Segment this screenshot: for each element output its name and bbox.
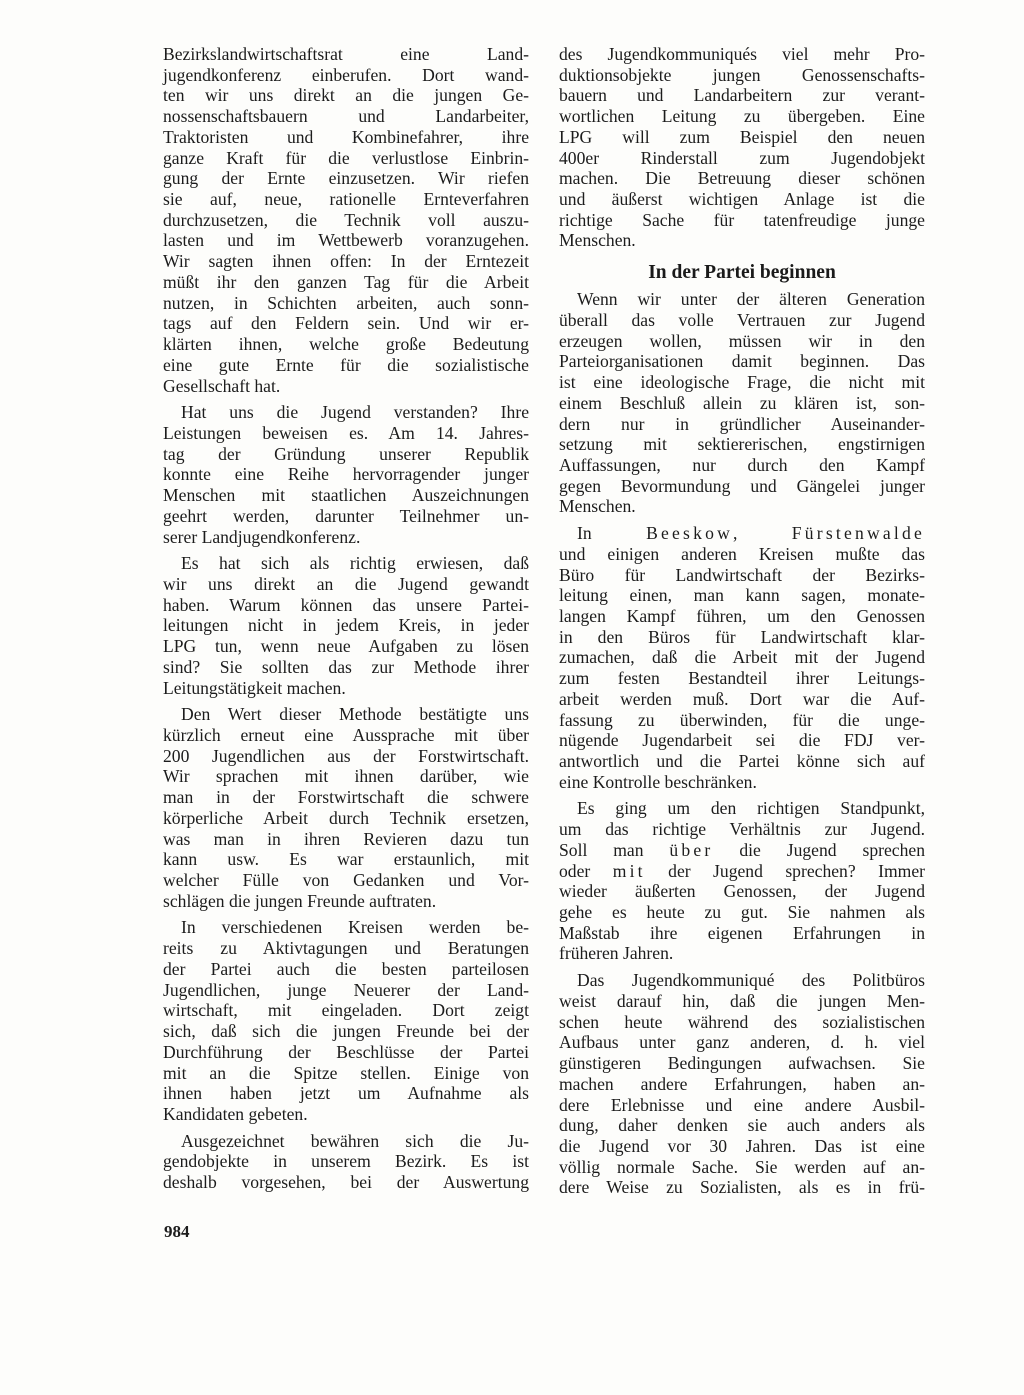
text-line: schlägen die jungen Freunde auftraten. xyxy=(163,890,437,911)
text-line: und äußerst wichtigen Anlage ist die xyxy=(559,189,925,210)
text-line: dern nur in gründlicher Auseinander- xyxy=(559,413,925,434)
text-line: ganze Kraft für die verlustlose Einbrin- xyxy=(163,147,529,168)
text-line: deshalb vorgesehen, bei der Auswertung xyxy=(163,1172,529,1193)
spaced-emphasis: Fürstenwalde xyxy=(791,523,925,544)
text-line: Hat uns die Jugend verstanden? Ihre xyxy=(181,402,529,423)
text-line: Büro für Landwirtschaft der Bezirks- xyxy=(559,564,925,585)
text-line: nossenschaftsbauern und Landarbeiter, xyxy=(163,106,529,127)
text-line: setzung mit sektiererischen, engstirnigen xyxy=(559,434,925,455)
text-line: günstigeren Bedingungen aufwachsen. Sie xyxy=(559,1053,925,1074)
text-line: tags auf den Feldern sein. Und wir er- xyxy=(163,313,529,334)
text-line: Gesellschaft hat. xyxy=(163,375,281,396)
paragraph xyxy=(163,704,529,911)
text-line: gung der Ernte einzusetzen. Wir riefen xyxy=(163,168,529,189)
text-line: bauern und Landarbeitern zur verant- xyxy=(559,85,925,106)
text-line: erzeugen wollen, müssen wir in den xyxy=(559,330,925,351)
text-line: ten wir uns direkt an die jungen Ge- xyxy=(163,85,529,106)
paragraph xyxy=(163,553,529,698)
text-run: Soll man xyxy=(559,839,670,860)
text-run: In xyxy=(577,523,647,544)
text-line: langen Kampf führen, um den Genossen xyxy=(559,605,925,626)
text-line: einem Beschluß allein zu klären ist, son- xyxy=(559,392,925,413)
text-line: wieder äußerten Genossen, der Jugend xyxy=(559,881,925,902)
text-line: Traktoristen und Kombinefahrer, ihre xyxy=(163,126,529,147)
paragraph xyxy=(559,798,925,964)
text-line: ihnen haben jetzt um Aufnahme als xyxy=(163,1083,529,1104)
text-line xyxy=(559,840,925,861)
right-text-column xyxy=(559,44,925,1204)
text-line: 400er Rinderstall zum Jugendobjekt xyxy=(559,147,925,168)
text-line: Wenn wir unter der älteren Generation xyxy=(577,289,925,310)
text-line: sich, daß sich die jungen Freunde bei der xyxy=(163,1021,529,1042)
text-run: die Jugend sprechen xyxy=(713,839,925,860)
text-line: eine gute Ernte für die sozialistische xyxy=(163,354,529,375)
paragraph xyxy=(559,523,925,792)
spaced-emphasis: mit xyxy=(612,860,646,881)
text-line: Den Wert dieser Methode bestätigte uns xyxy=(181,704,529,725)
text-line: früheren Jahren. xyxy=(559,943,674,964)
text-line: wortlichen Leitung zu übergeben. Eine xyxy=(559,106,925,127)
text-line: wir uns direkt an die Jugend gewandt xyxy=(163,573,529,594)
text-line: sie auf, neue, rationelle Ernteverfahren xyxy=(163,189,529,210)
text-line: wirtschaft, mit eingeladen. Dort zeigt xyxy=(163,1000,529,1021)
text-line: dere Erlebnisse und eine andere Ausbil- xyxy=(559,1094,925,1115)
text-line: gegen Bevormundung und Gängelei junger xyxy=(559,475,925,496)
text-line: konnte eine Reihe hervorragender junger xyxy=(163,464,529,485)
text-line: Parteiorganisationen damit beginnen. Das xyxy=(559,351,925,372)
text-run: , xyxy=(732,523,792,544)
text-line: machen. Die Betreuung dieser schönen xyxy=(559,168,925,189)
page-number: 984 xyxy=(164,1222,190,1241)
text-line: gendobjekte in unserem Bezirk. Es ist xyxy=(163,1151,529,1172)
text-line: leitungen nicht in jedem Kreis, in jeder xyxy=(163,615,529,636)
text-line: um das richtige Verhältnis zur Jugend. xyxy=(559,819,925,840)
text-line: Auffassungen, nur durch den Kampf xyxy=(559,454,925,475)
text-line: des Jugendkommuniqués viel mehr Pro- xyxy=(559,44,925,64)
text-line: jugendkonferenz einberufen. Dort wand- xyxy=(163,64,529,85)
text-line: müßt ihr den ganzen Tag für die Arbeit xyxy=(163,271,529,292)
text-line: mit an die Spitze stellen. Einige von xyxy=(163,1062,529,1083)
text-line: zum festen Bestandteil ihrer Leitungs- xyxy=(559,668,925,689)
text-line: fassung zu überwinden, für die unge- xyxy=(559,709,925,730)
text-line: antwortlich und die Partei könne sich auf xyxy=(559,751,925,771)
text-line: reits zu Aktivtagungen und Beratungen xyxy=(163,938,529,959)
text-line: nügende Jugendarbeit sei die FDJ ver- xyxy=(559,730,925,751)
text-line: 200 Jugendlichen aus der Forstwirtschaft. xyxy=(163,745,529,766)
text-line: Leitungstätigkeit machen. xyxy=(163,677,346,698)
text-line: Kandidaten gebeten. xyxy=(163,1103,308,1124)
spaced-emphasis: Beeskow xyxy=(646,523,733,544)
text-line: körperliche Arbeit durch Technik ersetzen, xyxy=(163,807,529,828)
text-line: Ausgezeichnet bewähren sich die Ju- xyxy=(181,1130,529,1151)
text-line: Menschen. xyxy=(559,496,636,517)
text-run: der Jugend sprechen? Immer xyxy=(645,860,925,881)
text-line: leitung einen, man kann sagen, monate- xyxy=(559,585,925,606)
text-line: Maßstab ihre eigenen Erfahrungen in xyxy=(559,922,925,943)
text-line: arbeit werden muß. Dort war die Auf- xyxy=(559,688,925,709)
text-line: völlig normale Sache. Sie werden auf an- xyxy=(559,1156,925,1177)
text-line: dere Weise zu Sozialisten, als es in frü- xyxy=(559,1177,925,1198)
text-line xyxy=(559,523,925,544)
text-line: kürzlich erneut eine Aussprache mit über xyxy=(163,725,529,745)
text-line: Aufbaus unter ganz anderen, d. h. viel xyxy=(559,1032,925,1053)
text-line: Es hat sich als richtig erwiesen, daß xyxy=(181,553,529,574)
text-line: eine Kontrolle beschränken. xyxy=(559,771,757,792)
text-line: LPG will zum Beispiel den neuen xyxy=(559,126,925,147)
paragraph xyxy=(559,44,925,251)
text-line: und einigen anderen Kreisen mußte das xyxy=(559,543,925,564)
text-line: zumachen, daß die Arbeit mit der Jugend xyxy=(559,647,925,668)
text-line: gehe es heute zu gut. Sie nahmen als xyxy=(559,902,925,923)
text-line: duktionsobjekte jungen Genossenschafts- xyxy=(559,64,925,85)
text-line: Wir sagten ihnen offen: In der Erntezeit xyxy=(163,251,529,272)
paragraph xyxy=(163,917,529,1124)
text-line: serer Landjugendkonferenz. xyxy=(163,526,361,547)
text-line: richtige Sache für tatenfreudige junge xyxy=(559,209,925,230)
text-line: sind? Sie sollten das zur Methode ihrer xyxy=(163,656,529,677)
text-line: Jugendlichen, junge Neuerer der Land- xyxy=(163,979,529,1000)
text-line: LPG tun, wenn neue Aufgaben zu lösen xyxy=(163,636,529,657)
text-line xyxy=(559,861,925,882)
text-line: welcher Fülle von Gedanken und Vor- xyxy=(163,870,529,891)
text-run: oder xyxy=(559,860,613,881)
text-line: nutzen, in Schichten arbeiten, auch sonn- xyxy=(163,292,529,313)
text-line: ist eine ideologische Frage, die nicht mit xyxy=(559,372,925,393)
paragraph xyxy=(559,970,925,1198)
text-line: Es ging um den richtigen Standpunkt, xyxy=(577,798,925,819)
text-line: man in der Forstwirtschaft die schwere xyxy=(163,787,529,808)
text-line: der Partei auch die besten parteilosen xyxy=(163,958,529,979)
text-line: Leistungen beweisen es. Am 14. Jahres- xyxy=(163,422,529,443)
text-line: was man in ihren Revieren dazu tun xyxy=(163,828,529,849)
text-line: durchzusetzen, die Technik voll auszu- xyxy=(163,209,529,230)
paragraph xyxy=(559,289,925,517)
text-line: in den Büros für Landwirtschaft klar- xyxy=(559,626,925,647)
text-line: Menschen mit staatlichen Auszeichnungen xyxy=(163,485,529,506)
text-line: schen heute während des sozialistischen xyxy=(559,1011,925,1032)
text-line: Das Jugendkommuniqué des Politbüros xyxy=(577,970,925,991)
section-heading: In der Partei beginnen xyxy=(648,262,836,284)
left-text-column xyxy=(163,44,529,1199)
text-line: weist darauf hin, daß die jungen Men- xyxy=(559,990,925,1011)
spaced-emphasis: über xyxy=(669,839,714,860)
text-line: Durchführung der Beschlüsse der Partei xyxy=(163,1041,529,1062)
text-line: tag der Gründung unserer Republik xyxy=(163,443,529,464)
text-line: Bezirkslandwirtschaftsrat eine Land- xyxy=(163,44,529,64)
text-line: geehrt werden, darunter Teilnehmer un- xyxy=(163,505,529,526)
text-line: haben. Warum können das unsere Partei- xyxy=(163,594,529,615)
paragraph xyxy=(163,1131,529,1193)
text-line: dung, daher denken sie auch anders als xyxy=(559,1115,925,1136)
text-line: machen andere Erfahrungen, haben an- xyxy=(559,1073,925,1094)
text-line: kann usw. Es war erstaunlich, mit xyxy=(163,849,529,870)
paragraph xyxy=(163,44,529,396)
text-line: die Jugend vor 30 Jahren. Das ist eine xyxy=(559,1135,925,1156)
paragraph xyxy=(163,402,529,547)
text-line: lasten und im Wettbewerb voranzugehen. xyxy=(163,230,529,251)
text-line: klärten ihnen, welche große Bedeutung xyxy=(163,334,529,355)
text-line: In verschiedenen Kreisen werden be- xyxy=(181,917,529,938)
text-line: überall das volle Vertrauen zur Jugend xyxy=(559,309,925,330)
text-line: Wir sprachen mit ihnen darüber, wie xyxy=(163,766,529,787)
text-line: Menschen. xyxy=(559,230,636,251)
